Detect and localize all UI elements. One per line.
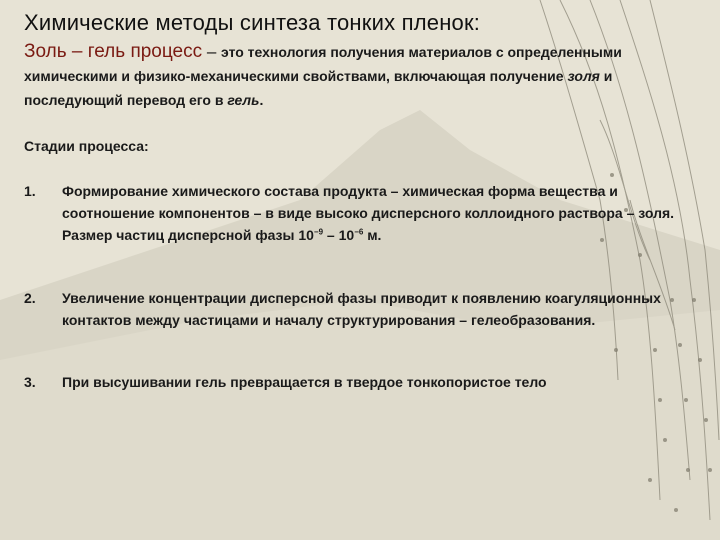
intro-text-1: это технология получения материалов с определенными химическими и физико-механическими свойствами, включающая получение — [24, 44, 622, 84]
stage-text: При высушивании гель превращается в твердое тонкопористое тело — [62, 374, 547, 390]
stage-number: 3. — [24, 374, 36, 390]
stage-item-2 — [24, 287, 694, 331]
stage-text-main: Формирование химического состава продукта – химическая форма вещества и соотношение компонентов – в виде высоко дисперсного коллоидного раствора – золя. Размер частиц дисперсной фазы 10 — [62, 183, 675, 243]
intro-dash: – — [202, 42, 222, 61]
intro-text-3: . — [259, 92, 264, 108]
stage-text-mid: – 10 — [323, 227, 355, 243]
intro-gel-word: гель — [227, 92, 260, 108]
stages-heading: Стадии процесса: — [24, 138, 149, 154]
intro-sol-word: золя — [567, 68, 600, 84]
intro-paragraph — [24, 40, 704, 112]
stage-text: Увеличение концентрации дисперсной фазы приводит к появлению коагуляционных контактов между частицами и началу структурирования – гелеобразования. — [62, 290, 661, 328]
intro-term: Золь – гель процесс — [24, 41, 203, 62]
exponent-2: −6 — [354, 227, 364, 237]
slide-title: Химические методы синтеза тонких пленок: — [24, 10, 481, 35]
intro-text-2: и последующий перевод его в — [24, 68, 613, 108]
stage-number: 2. — [24, 290, 36, 306]
stage-text-end: м. — [363, 227, 382, 243]
exponent-1: −9 — [313, 227, 324, 237]
stage-item-1 — [24, 180, 694, 246]
stage-text — [24, 180, 694, 246]
stage-number: 1. — [24, 183, 36, 199]
stage-item-3 — [24, 371, 694, 393]
